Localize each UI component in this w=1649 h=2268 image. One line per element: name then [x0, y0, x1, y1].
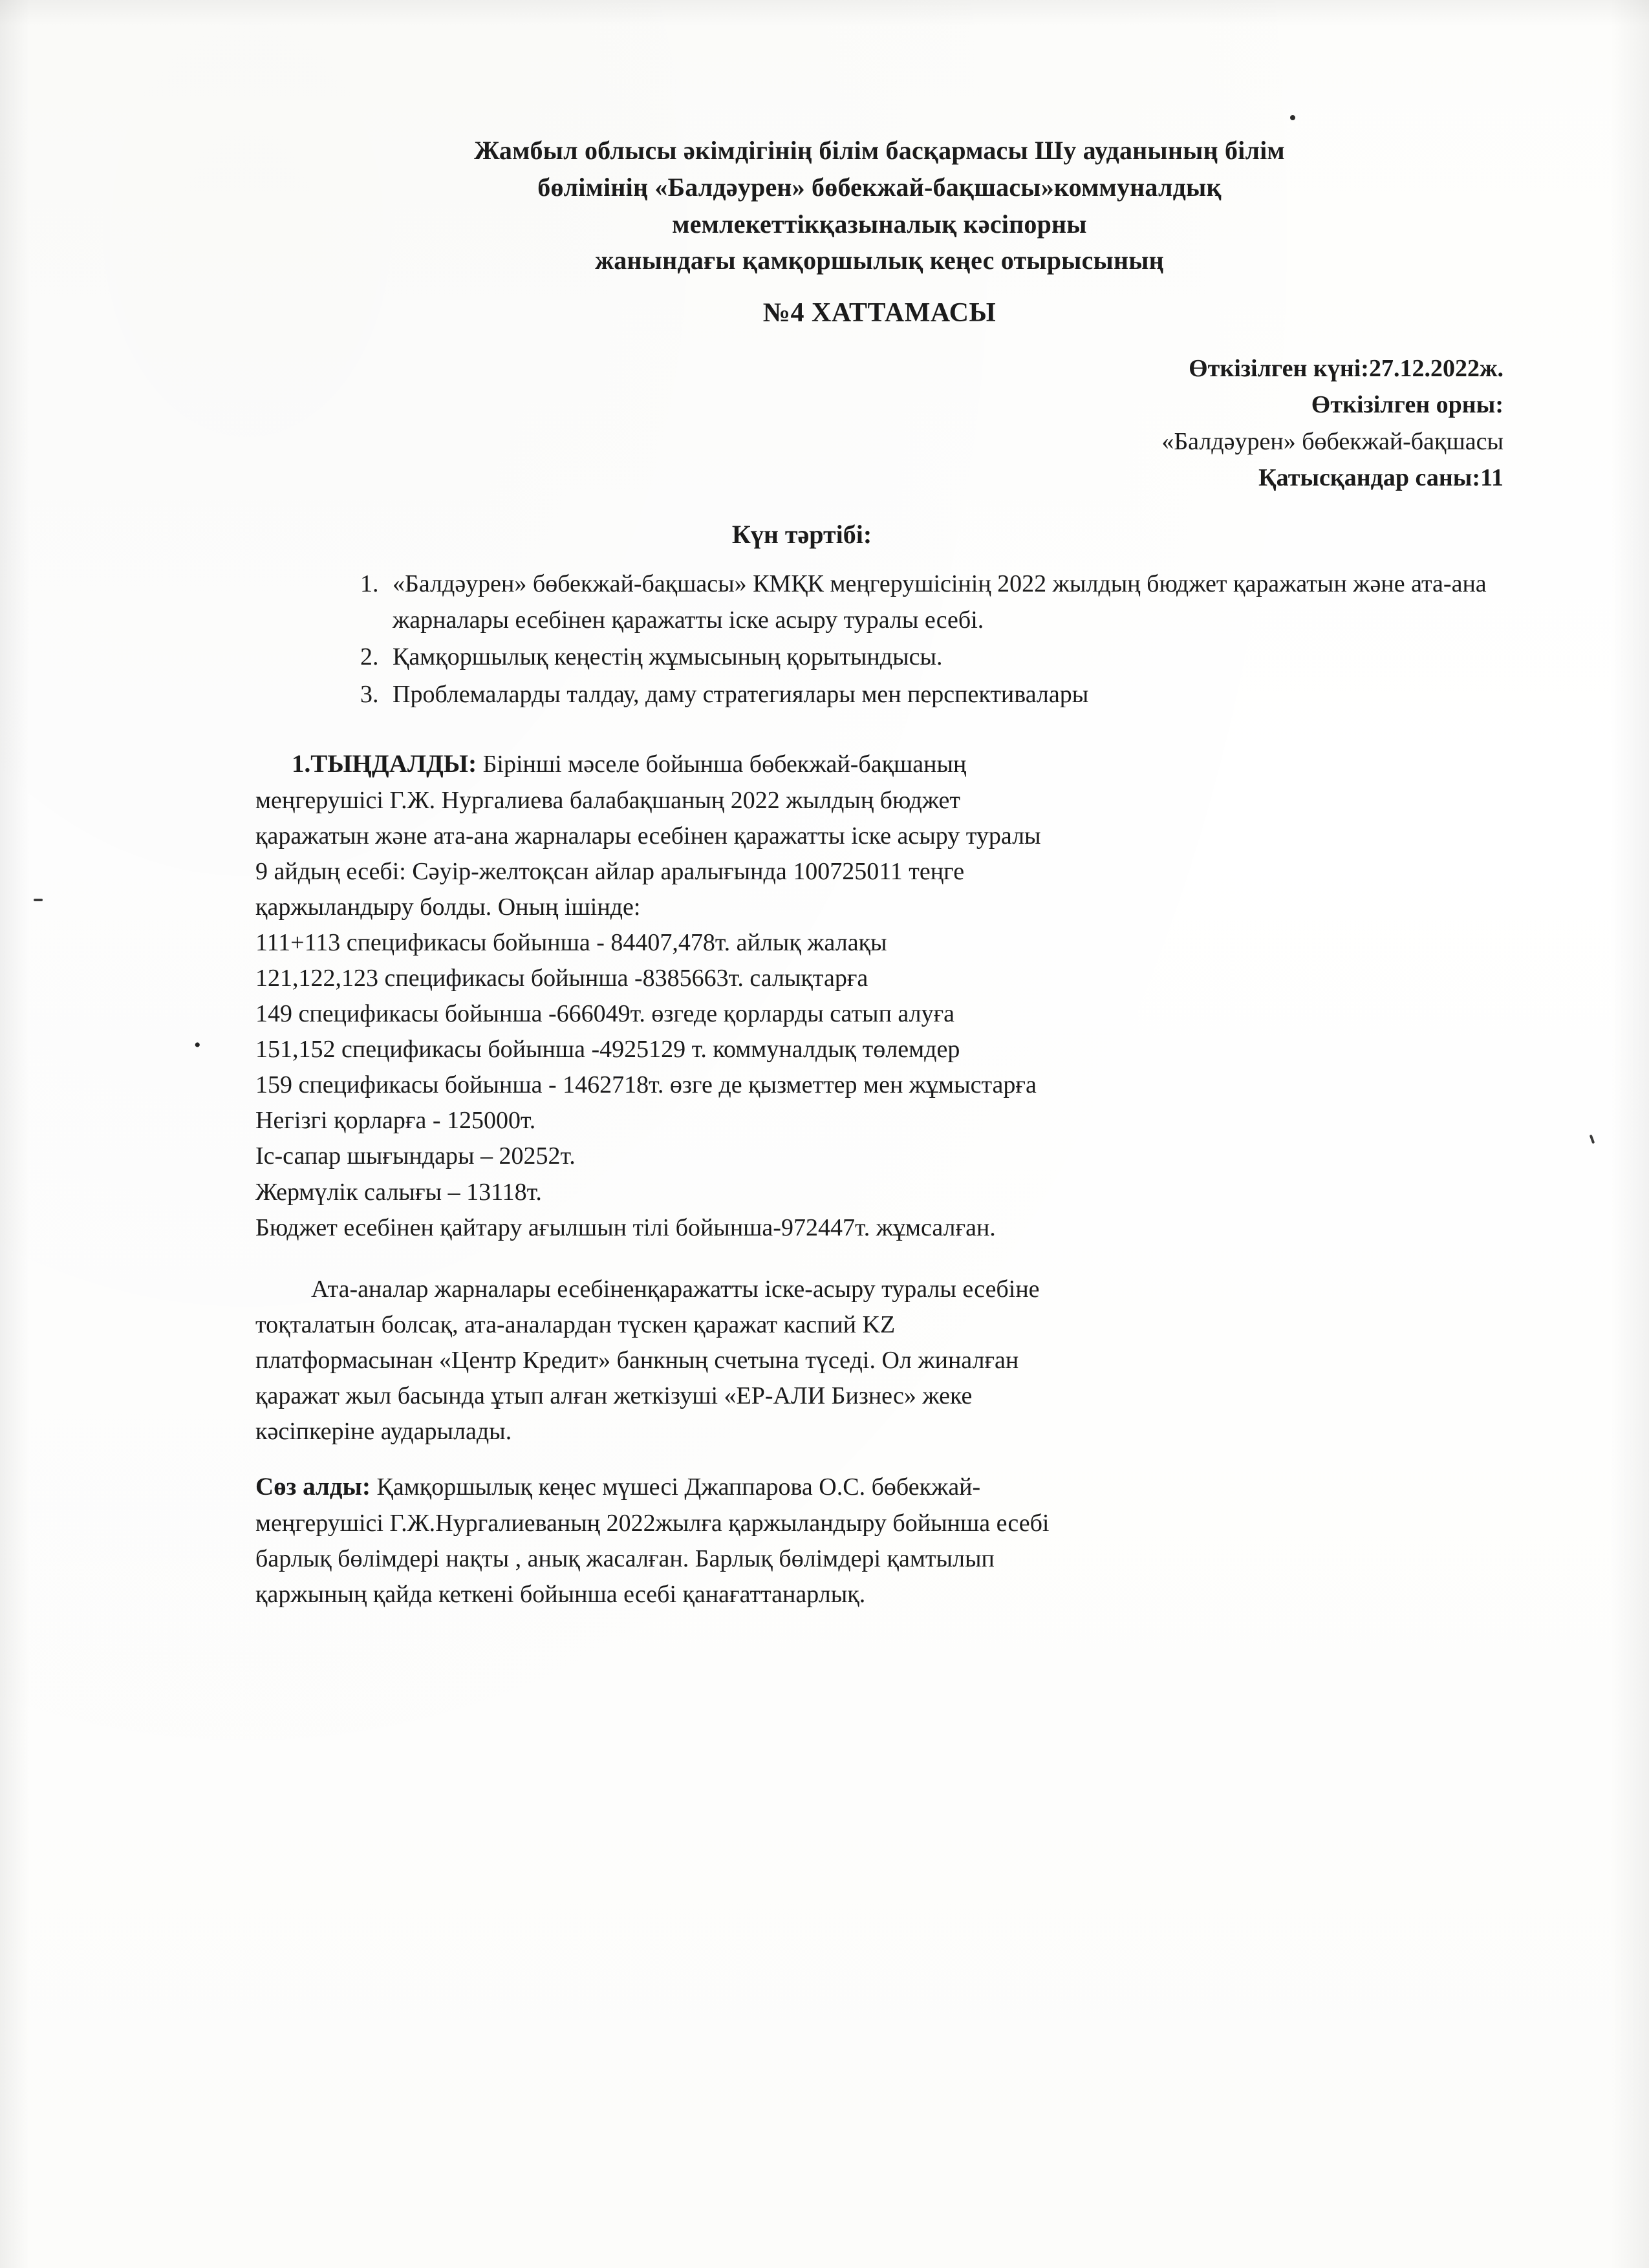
parents-fees-paragraph: [255, 1272, 1503, 1450]
paragraph-line: 9 айдың есебі: Сәуір-желтоқсан айлар аралығында 100725011 теңге: [255, 857, 965, 885]
paragraph-line: кәсіпкеріне аударылады.: [255, 1418, 512, 1446]
speech-line: меңгерушісі Г.Ж.Нургалиеваның 2022жылға қаржыландыру бойынша есебі: [255, 1509, 1050, 1537]
header-line-2: бөлімінің «Балдәурен» бөбекжай-бақшасы»коммуналдық: [537, 172, 1222, 202]
agenda-item: [385, 639, 1503, 675]
ink-speck: [1590, 1135, 1595, 1144]
section-one-paragraph: [255, 783, 1503, 925]
meta-place-value-row: [255, 423, 1503, 460]
breakdown-line: 149 спецификасы бойынша -666049т. өзгеде қорларды сатып алуға: [255, 1000, 955, 1028]
paragraph-line: Ата-аналар жарналары есебіненқаражатты іске-асыру туралы есебіне: [311, 1275, 1040, 1303]
agenda-item-text: 1. «Балдәурен» бөбекжай-бақшасы» КМҚК меңгерушісінің 2022 жылдың бюджет қаражатын және ата-ана жарналары есебінен қаражатты іске асыру туралы есебі.: [393, 570, 1487, 634]
speech-paragraph: [255, 1469, 1503, 1612]
breakdown-line: 159 спецификасы бойынша - 1462718т. өзге де қызметтер мен жұмыстарға: [255, 1071, 1037, 1099]
breakdown-line: 121,122,123 спецификасы бойынша -8385663т. салықтарға: [255, 965, 868, 992]
margin-mark: •: [194, 1034, 201, 1056]
paragraph-line: қаражатын және ата-ана жарналары есебінен қаражатты іске асыру туралы: [255, 822, 1041, 850]
meta-place-value: «Балдәурен» бөбекжай-бақшасы: [1161, 427, 1503, 455]
agenda-item-text: 2. Қамқоршылық кеңестің жұмысының қорытындысы.: [393, 643, 943, 671]
paragraph-line: қаражат жыл басында ұтып алған жеткізуші «ЕР-АЛИ Бизнес» жеке: [255, 1382, 973, 1410]
paragraph-line: тоқталатын болсақ, ата-аналардан түскен қаражат каспий KZ: [255, 1311, 896, 1338]
meta-place-row: [255, 387, 1503, 423]
speech-line-text: Қамқоршылық кеңес мүшесі Джаппарова О.С. бөбекжай-: [376, 1473, 981, 1501]
meta-date-row: [255, 350, 1503, 387]
meta-place-label: Өткізілген орны:: [1311, 391, 1503, 419]
ink-speck: [1290, 115, 1295, 120]
document-header: [255, 133, 1503, 279]
meta-attendees-value: 11: [1480, 464, 1503, 491]
paragraph-line: қаржыландыру болды. Оның ішінде:: [255, 893, 641, 921]
agenda-item-text: 3. Проблемаларды талдау, даму стратегиялары мен перспективалары: [393, 680, 1089, 708]
header-line-4: жанындағы қамқоршылық кеңес отырысының: [595, 246, 1164, 275]
breakdown-line: Іс-сапар шығындары – 20252т.: [255, 1142, 576, 1170]
paragraph-gap: [255, 1450, 1503, 1469]
protocol-number: №4 ХАТТАМАСЫ: [762, 298, 997, 328]
scan-shadow-right: [1610, 0, 1649, 2268]
meeting-meta: [255, 350, 1503, 496]
document-body: [255, 133, 1503, 1612]
agenda-list: [255, 566, 1503, 712]
header-line-3: мемлекеттікқазыналық кәсіпорны: [672, 209, 1087, 239]
meta-date-value: 27.12.2022ж.: [1368, 355, 1503, 383]
header-line-1: Жамбыл облысы әкімдігінің білім басқармасы Шу ауданының білім: [474, 136, 1285, 165]
breakdown-line: 151,152 спецификасы бойынша -4925129 т. коммуналдық төлемдер: [255, 1036, 960, 1064]
agenda-title: Күн тәртібі:: [731, 520, 872, 550]
breakdown-line: Бюджет есебінен қайтару ағылшын тілі бойынша-972447т. жұмсалған.: [255, 1214, 996, 1241]
speech-lead: Сөз алды:: [255, 1473, 371, 1501]
section-one-lead: 1.ТЫҢДАЛДЫ:: [292, 750, 477, 778]
budget-breakdown-list: [255, 925, 1503, 1246]
speech-line: қаржының қайда кеткені бойынша есебі қанағаттанарлық.: [255, 1580, 866, 1608]
breakdown-line: 111+113 спецификасы бойынша - 84407,478т. айлық жалақы: [255, 928, 887, 956]
section-one-intro: Бірінші мәселе бойынша бөбекжай-бақшаның: [482, 751, 967, 778]
breakdown-line: Негізгі қорларға - 125000т.: [255, 1107, 536, 1135]
ink-speck: [34, 899, 43, 901]
agenda-item: [385, 677, 1503, 712]
scan-shadow-left: [0, 0, 30, 2268]
meta-date-label: Өткізілген күні:: [1189, 355, 1369, 383]
scan-shadow-top: [0, 0, 1649, 26]
section-one: [255, 746, 1503, 1612]
section-one-lead-paragraph: [292, 746, 1503, 783]
paragraph-gap: [255, 1246, 1503, 1272]
paragraph-line: платформасынан «Центр Кредит» банкның счетына түседі. Ол жиналған: [255, 1346, 1019, 1374]
speech-line: барлық бөлімдері нақты , анық жасалған. Барлық бөлімдері қамтылып: [255, 1545, 995, 1572]
speech-first-line: [255, 1469, 1503, 1506]
breakdown-line: Жермүлік салығы – 13118т.: [255, 1178, 542, 1206]
meta-attendees-row: [255, 460, 1503, 496]
paragraph-line: меңгерушісі Г.Ж. Нургалиева балабақшаның 2022 жылдың бюджет: [255, 786, 961, 814]
meta-attendees-label: Қатысқандар саны:: [1258, 464, 1481, 491]
agenda-item: [385, 566, 1503, 638]
